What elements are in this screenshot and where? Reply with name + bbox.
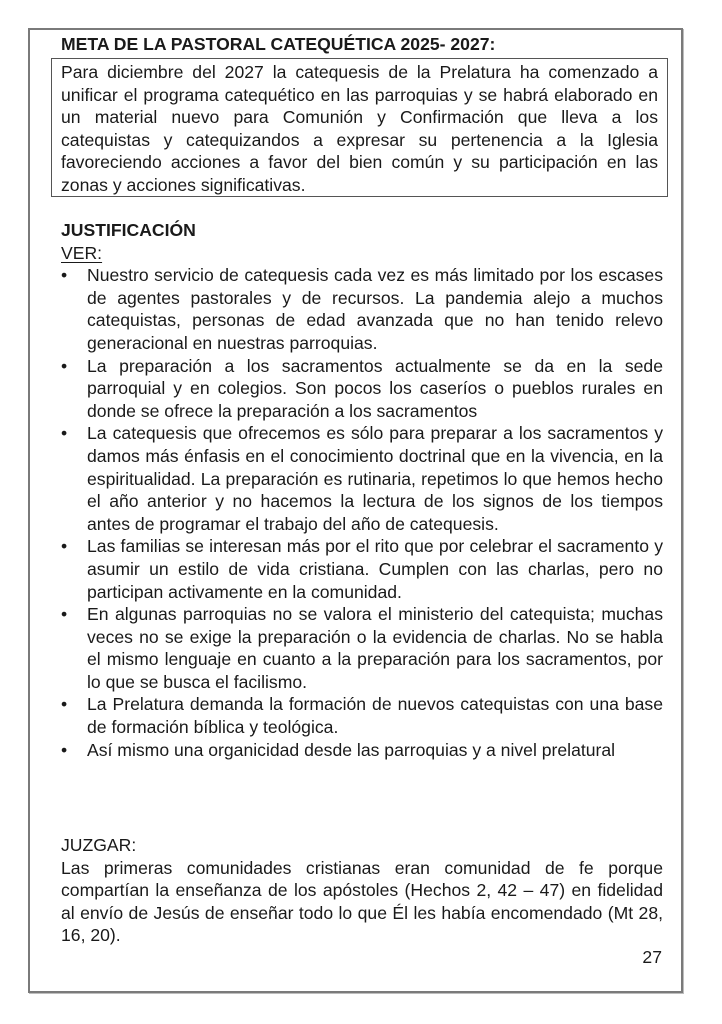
justificacion-section <box>61 219 663 761</box>
juzgar-section <box>61 834 663 947</box>
list-item-text: La catequesis que ofrecemos es sólo para preparar a los sacramentos y damos más énfasis en el conocimiento doctrinal que en la vivencia, en la espiritualidad. La preparación es rutinaria, repetimos lo que hemos hecho el año anterior y no hacemos la lectura de los signos de los tiempos antes de programar el trabajo del año de catequesis. <box>87 423 663 534</box>
list-item <box>61 355 663 423</box>
goal-box <box>51 58 668 197</box>
list-item-text: La preparación a los sacramentos actualmente se da en la sede parroquial y en colegios. Son pocos los caseríos o pueblos rurales en donde se ofrece la preparación a los sacramentos <box>87 355 663 421</box>
list-item <box>61 739 663 762</box>
ver-list <box>61 264 663 761</box>
list-item-text: Las familias se interesan más por el rito que por celebrar el sacramento y asumir un estilo de vida cristiana. Cumplen con las charlas, pero no participan activamente en la comunidad. <box>87 536 663 602</box>
ver-label: VER: <box>61 242 103 263</box>
bullet-icon: • <box>61 694 68 715</box>
meta-section <box>61 32 663 56</box>
list-item <box>61 603 663 693</box>
bullet-icon: • <box>61 423 68 444</box>
list-item <box>61 535 663 603</box>
list-item-text: En algunas parroquias no se valora el ministerio del catequista; muchas veces no se exige la preparación o la evidencia de charlas. No se habla el mismo lenguaje en cuanto a la preparación para los sacramentos, por lo que se busca el facilismo. <box>87 604 663 692</box>
list-item-text: Nuestro servicio de catequesis cada vez es más limitado por los escases de agentes pastorales y de recursos. La pandemia alejo a muchos catequistas, personas de edad avanzada que no han tenido relevo generacional en nuestras parroquias. <box>87 265 663 353</box>
juzgar-label: JUZGAR: <box>61 835 137 855</box>
list-item-text: Así mismo una organicidad desde las parroquias y a nivel prelatural <box>87 739 616 760</box>
list-item <box>61 693 663 738</box>
juzgar-text: Las primeras comunidades cristianas eran comunidad de fe porque compartían la enseñanza de los apóstoles (Hechos 2, 42 – 47) en fidelidad al envío de Jesús de enseñar todo lo que Él les había encomendado (Mt 28, 16, 20). <box>61 857 663 946</box>
bullet-icon: • <box>61 265 68 286</box>
meta-title: META DE LA PASTORAL CATEQUÉTICA 2025- 2027: <box>61 34 496 54</box>
list-item <box>61 422 663 535</box>
bullet-icon: • <box>61 739 68 760</box>
bullet-icon: • <box>61 536 68 557</box>
bullet-icon: • <box>61 355 68 376</box>
list-item-text: La Prelatura demanda la formación de nuevos catequistas con una base de formación bíblica y teológica. <box>87 694 663 738</box>
bullet-icon: • <box>61 604 68 625</box>
list-item <box>61 264 663 354</box>
goal-text: Para diciembre del 2027 la catequesis de la Prelatura ha comenzado a unificar el programa catequético en las parroquias y se habrá elaborado en un material nuevo para Comunión y Confirmación que lleva a los catequistas y catequizandos a expresar su pertenencia a la Iglesia favoreciendo acciones a favor del bien común y su participación en las zonas y acciones significativas. <box>61 62 658 195</box>
justificacion-title: JUSTIFICACIÓN <box>61 220 196 240</box>
page-number: 27 <box>642 947 662 967</box>
